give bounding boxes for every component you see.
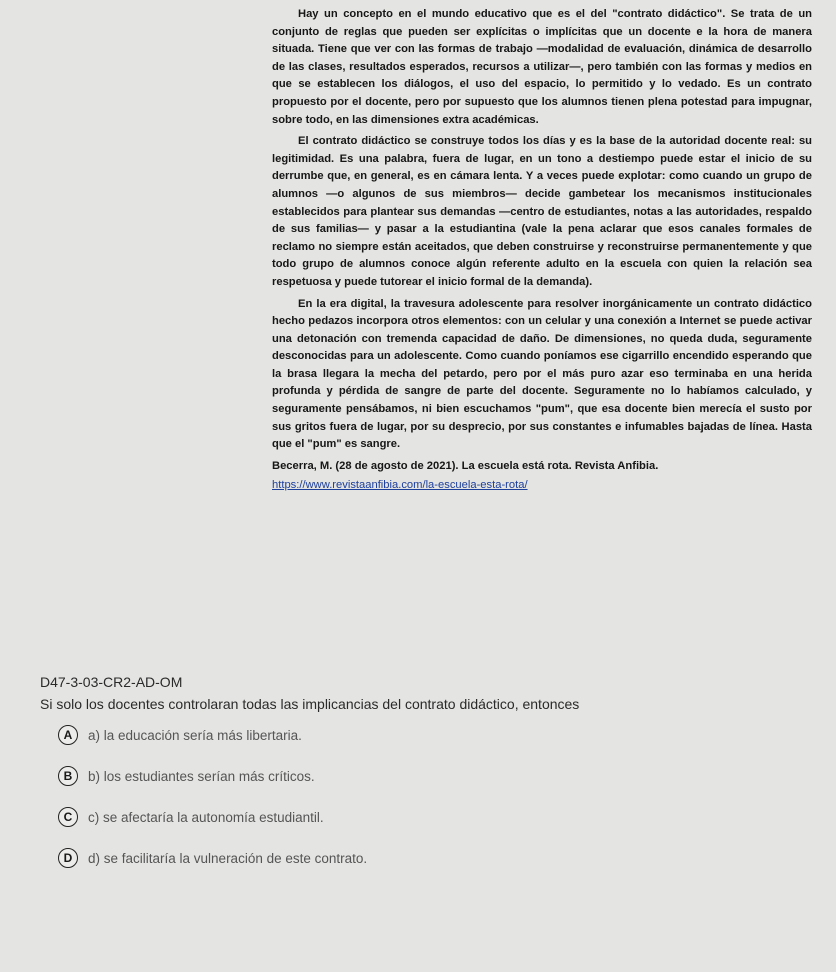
passage-paragraph: En la era digital, la travesura adolescente para resolver inorgánicamente un contrato didáctico hecho pedazos incorpora otros elementos: con un celular y una conexión a Internet se puede activar una detonación con tremenda capacidad de daño. De dimensiones, no queda duda, seguramente desconocidas para un adolescente. Como cuando poníamos ese cigarrillo encendido esperando que la brasa llegara la mecha del petardo, pero por el más puro azar eso terminaba en una herida profunda y pérdida de sangre de parte del docente. Seguramente no lo habíamos calculado, y seguramente pensábamos, ni bien escuchamos "pum", que esa docente bien merecía el susto por sus gritos fuera de lugar, por su desprecio, por sus constantes e infumables bajadas de línea. Hasta que el "pum" es sangre. — [272, 297, 812, 451]
reading-passage — [272, 6, 812, 495]
passage-paragraph: Hay un concepto en el mundo educativo que es el del "contrato didáctico". Se trata de un conjunto de reglas que pueden ser explícitas o implícitas que un docente e la hora de manera situada. Tiene que ver con las formas de trabajo —modalidad de evaluación, dinámica de desarrollo de las clases, resultados esperados, recursos a utilizar—, pero también con las formas y medios en que se establecen los diálogos, el uso del espacio, lo permitido y lo vedado. Es un contrato propuesto por el docente, pero por supuesto que los alumnos tienen plena potestad para impugnar, sobre todo, en las dimensiones extra académicas. — [272, 8, 812, 126]
passage-paragraph: El contrato didáctico se construye todos los días y es la base de la autoridad docente real: su legitimidad. Es una palabra, fuera de lugar, en un tono a destiempo puede estar el inicio de su derrumbe que, en general, es en cámara lenta. Y a veces puede explotar: como cuando un grupo de alumnos —o algunos de sus miembros— decide gambetear los mecanismos institucionales establecidos para plantear sus demandas —centro de estudiantes, notas a las autoridades, respaldo de sus familias— y pasar a la estudiantina (vale la pena aclarar que esos canales formales de reclamo no siempre están aceitados, que deben construirse y reconstruirse permanentemente y que todo grupo de alumnos conoce algún referente adulto en la escuela con quien la relación sea respetuosa y puede tutorear el inicio formal de la demanda). — [272, 135, 812, 288]
question-block — [40, 674, 820, 888]
option-a[interactable] — [40, 724, 820, 746]
question-code: D47-3-03-CR2-AD-OM — [40, 674, 183, 690]
option-d-text: d) se facilitaría la vulneración de este contrato. — [88, 850, 368, 866]
option-c[interactable] — [40, 806, 820, 828]
option-a-text: a) la educación sería más libertaria. — [88, 727, 302, 743]
passage-citation: Becerra, M. (28 de agosto de 2021). La escuela está rota. Revista Anfibia. — [272, 459, 659, 472]
option-d-letter[interactable]: D — [58, 848, 78, 868]
option-c-letter[interactable]: C — [58, 807, 78, 827]
option-a-letter[interactable]: A — [58, 725, 78, 745]
question-stem: Si solo los docentes controlaran todas las implicancias del contrato didáctico, entonces — [40, 696, 580, 712]
option-c-text: c) se afectaría la autonomía estudiantil. — [88, 809, 324, 825]
option-d[interactable] — [40, 847, 820, 869]
source-link[interactable]: https://www.revistaanfibia.com/la-escuela-esta-rota/ — [272, 479, 528, 492]
option-b-letter[interactable]: B — [58, 766, 78, 786]
option-b[interactable] — [40, 765, 820, 787]
option-b-text: b) los estudiantes serían más críticos. — [88, 768, 315, 784]
answer-options — [40, 724, 820, 869]
